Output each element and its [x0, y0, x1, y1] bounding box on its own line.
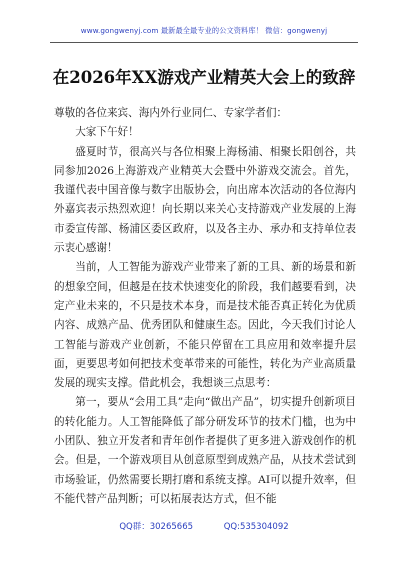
- salutation: 尊敬的各位来宾、海内外行业同仁、专家学者们：: [54, 107, 288, 119]
- document-title: 在2026年XX游戏产业精英大会上的致辞: [52, 68, 356, 87]
- paragraph: 盛夏时节，很高兴与各位相聚上海杨浦、相聚长阳创谷，共同参加2026上海游戏产业精英大会暨中外游戏交流会。首先，我谨代表中国音像与数字出版协会，向出席本次活动的各位海内外嘉宾表示热烈欢迎！向长期以来关心支持游戏产业发展的上海市委宣传部、杨浦区委区政府，以及各主办、承办和支持单位表示衷心感谢！: [54, 145, 356, 255]
- site-header-text: www.gongwenyj.com 最新最全最专业的公文资料库！ 微信：gongwenyj: [80, 26, 328, 35]
- greeting: 大家下午好！: [75, 126, 139, 139]
- paragraph: 当前，人工智能为游戏产业带来了新的工具、新的场景和新的想象空间，但越是在技术快速变化的阶段，我们越要看到，决定产业未来的，不只是技术本身，而是技术能否真正转化为优质内容、成熟产品、优秀团队和健康生态。因此，今天我们讨论人工智能与游戏产业创新，不能只停留在工具应用和效率提升层面，更要思考如何把技术变革带来的可能性，转化为产业高质量发展的现实支撑。借此机会，我想谈三点思考：: [54, 261, 356, 390]
- footer-qq-group: QQ群：30265665: [119, 522, 194, 532]
- footer-qq: QQ:535304092: [223, 522, 289, 532]
- document-body: [54, 104, 356, 509]
- page-footer: [0, 520, 408, 532]
- header-divider: [50, 42, 358, 43]
- paragraph: 第一，要从“会用工具”走向“做出产品”，切实提升创新项目的转化能力。人工智能降低了部分研发环节的技术门槛，也为中小团队、独立开发者和青年创作者提供了更多进入游戏创作的机会。但是，一个游戏项目从创意原型到成熟产品，从技术尝试到市场验证，仍然需要长期打磨和系统支撑。AI可以提升效率，但不能代替产品判断；可以拓展表达方式，但不能: [54, 396, 356, 505]
